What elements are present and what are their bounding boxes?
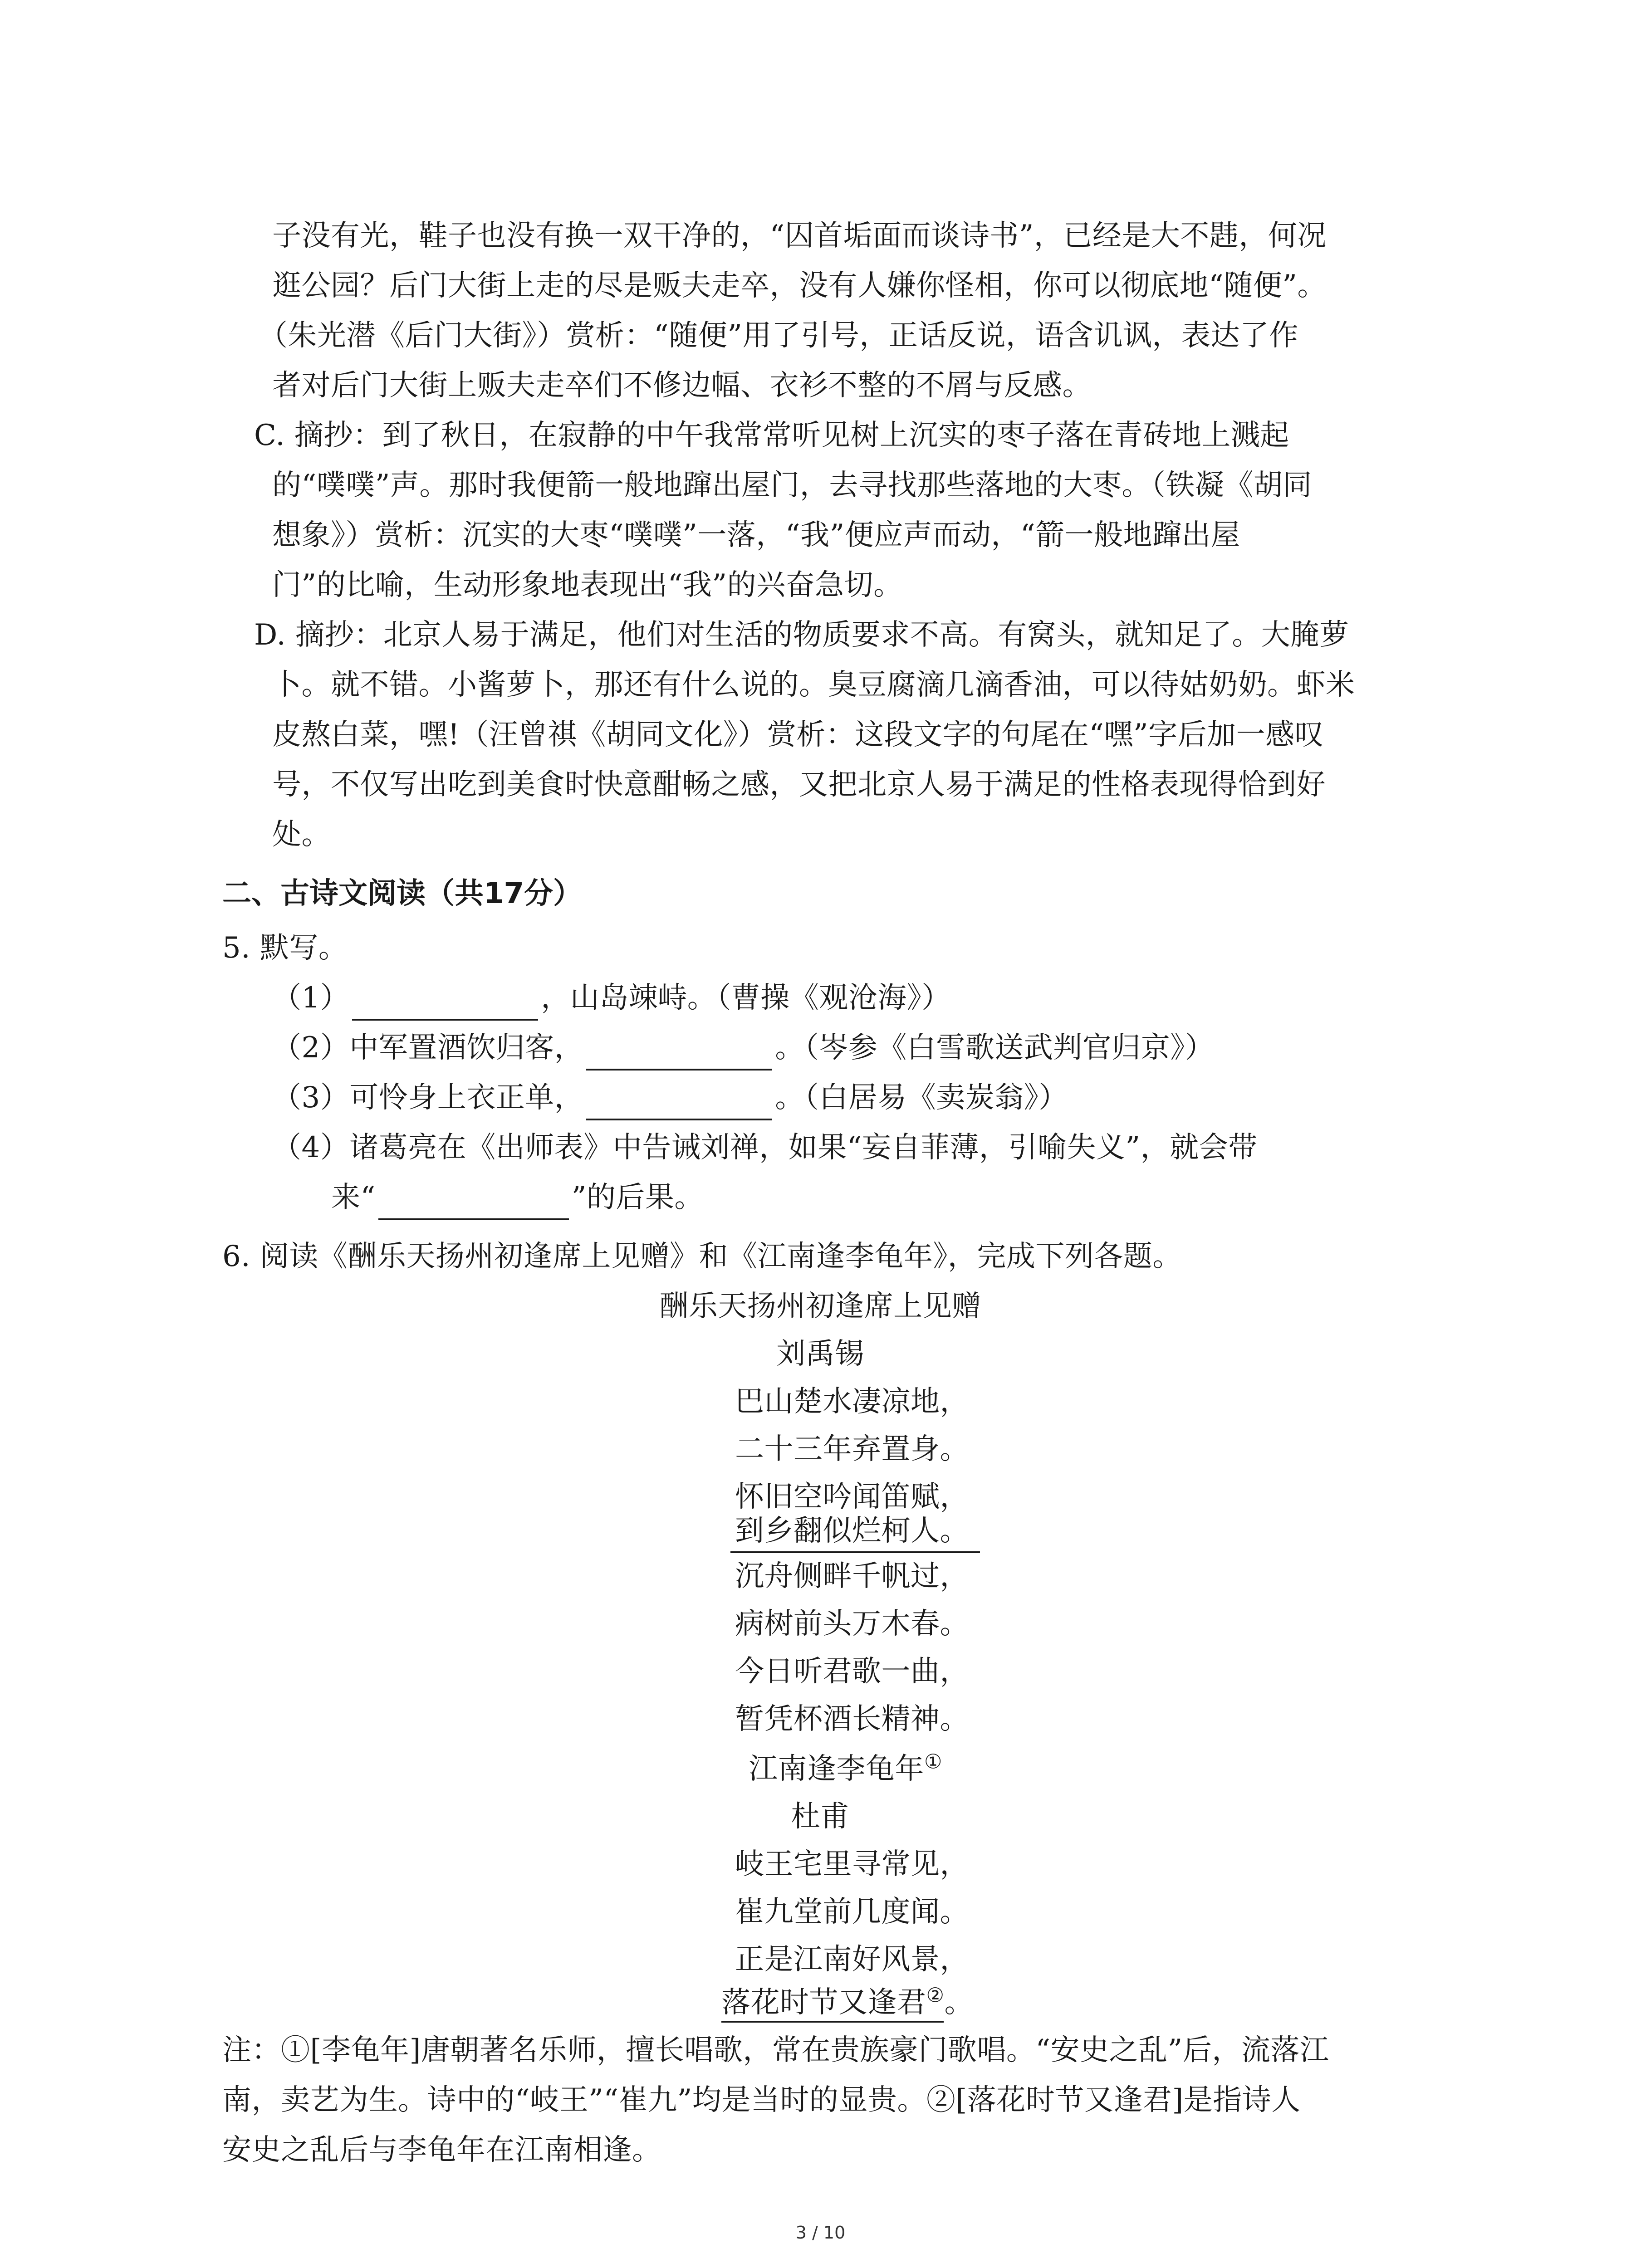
note-line: 注：①[李龟年]唐朝著名乐师，擅长唱歌，常在贵族豪门歌唱。“安史之乱”后，流落江: [222, 2033, 1329, 2067]
q5-item-4-cont: [331, 1175, 704, 1220]
poem1-line: 暂凭杯酒长精神。: [735, 1702, 969, 1736]
note-line: 南，卖艺为生。诗中的“岐王”“崔九”均是当时的显贵。②[落花时节又逢君]是指诗人: [222, 2083, 1301, 2117]
q5-item-2: [272, 1025, 1214, 1070]
poem1-line: 二十三年弃置身。: [735, 1432, 969, 1466]
q5-item-1: [272, 975, 951, 1021]
underlined-text: 落花时节又逢君: [721, 1986, 926, 2019]
answer-blank-1[interactable]: [352, 987, 538, 1021]
section-heading: 二、古诗文阅读（共17分）: [222, 877, 583, 910]
passage-line: 号，不仅写出吃到美食时快意酣畅之感，又把北京人易于满足的性格表现得恰到好: [272, 768, 1326, 802]
item-text: 可怜身上衣正单，: [349, 1081, 584, 1114]
passage-line: 处。: [272, 818, 331, 851]
poem2-line: 正是江南好风景，: [735, 1943, 969, 1976]
item-text: 来“: [331, 1181, 376, 1214]
passage-line: 子没有光，鞋子也没有换一双干净的，“囚首垢面而谈诗书”，已经是大不韪，何况: [272, 219, 1327, 253]
item-number: （2）: [272, 1031, 350, 1065]
poem1-line: 沉舟侧畔千帆过，: [735, 1559, 969, 1593]
page-number: 3 / 10: [795, 2223, 846, 2243]
q5-item-4: [272, 1125, 1258, 1170]
answer-blank-3[interactable]: [586, 1087, 772, 1120]
poem1-line-underlined: 到乡翻似烂柯人。: [735, 1514, 969, 1548]
poem2-last-line: [721, 1980, 974, 2025]
footnote-mark: ②: [926, 1984, 945, 2007]
item-text: 中军置酒饮归客，: [349, 1031, 584, 1065]
poem1-line: 怀旧空吟闻笛赋，: [735, 1480, 969, 1514]
option-d-line: D. 摘抄：北京人易于满足，他们对生活的物质要求不高。有窝头，就知足了。大腌萝: [254, 618, 1349, 652]
item-text: ，山岛竦峙。（曹操《观沧海》）: [541, 981, 951, 1015]
item-number: （1）: [272, 981, 350, 1015]
line-end: 。: [944, 1986, 974, 2019]
poem2-line: 崔九堂前几度闻。: [735, 1895, 969, 1929]
passage-line: 的“噗噗”声。那时我便箭一般地蹿出屋门，去寻找那些落地的大枣。（铁凝《胡同: [272, 469, 1312, 502]
footnote-mark: ①: [924, 1750, 942, 1774]
poem1-line: 巴山楚水凄凉地，: [735, 1385, 969, 1418]
note-line: 安史之乱后与李龟年在江南相逢。: [222, 2133, 661, 2167]
item-text: 。（白居易《卖炭翁》）: [775, 1081, 1068, 1114]
poem1-line: 病树前头万木春。: [735, 1607, 969, 1641]
q6-title: 6. 阅读《酬乐天扬州初逢席上见赠》和《江南逢李龟年》，完成下列各题。: [222, 1240, 1182, 1273]
q5-title: 5. 默写。: [222, 931, 348, 965]
item-number: （4）: [272, 1131, 350, 1164]
poem1-author: 刘禹锡: [776, 1337, 864, 1371]
passage-line: 门”的比喻，生动形象地表现出“我”的兴奋急切。: [272, 568, 903, 602]
poem1-line: 今日听君歌一曲，: [735, 1655, 969, 1688]
option-c-line: C. 摘抄：到了秋日，在寂静的中午我常常听见树上沉实的枣子落在青砖地上溅起: [254, 419, 1289, 452]
poem2-line: 岐王宅里寻常见，: [735, 1848, 969, 1881]
poem2-author: 杜甫: [791, 1800, 850, 1833]
poem1-title: 酬乐天扬州初逢席上见赠: [659, 1290, 981, 1323]
poem2-title: [749, 1746, 942, 1792]
item-text: 。（岑参《白雪歌送武判官归京》）: [775, 1031, 1215, 1065]
underline-mark: [730, 1551, 980, 1553]
passage-line: 者对后门大街上贩夫走卒们不修边幅、衣衫不整的不屑与反感。: [272, 369, 1092, 402]
item-text: 诸葛亮在《出师表》中告诫刘禅，如果“妄自菲薄，引喻失义”，就会带: [349, 1131, 1258, 1164]
passage-line: 卜。就不错。小酱萝卜，那还有什么说的。臭豆腐滴几滴香油，可以待姑奶奶。虾米: [272, 668, 1355, 702]
passage-line: （朱光潜《后门大街》）赏析：“随便”用了引号，正话反说，语含讥讽，表达了作: [259, 319, 1298, 352]
passage-line: 想象》）赏析：沉实的大枣“噗噗”一落，“我”便应声而动，“箭一般地蹿出屋: [272, 518, 1240, 552]
poem2-title-text: 江南逢李龟年: [749, 1752, 924, 1786]
answer-blank-4[interactable]: [378, 1187, 569, 1220]
answer-blank-2[interactable]: [586, 1037, 772, 1070]
item-text: ”的后果。: [571, 1181, 704, 1214]
passage-line: 逛公园？后门大街上走的尽是贩夫走卒，没有人嫌你怪相，你可以彻底地“随便”。: [272, 269, 1327, 303]
item-number: （3）: [272, 1081, 350, 1114]
q5-item-3: [272, 1075, 1068, 1120]
passage-line: 皮熬白菜，嘿!（汪曾祺《胡同文化》）赏析：这段文字的句尾在“嘿”字后加一感叹: [272, 718, 1324, 752]
underline-mark: [721, 2021, 944, 2023]
